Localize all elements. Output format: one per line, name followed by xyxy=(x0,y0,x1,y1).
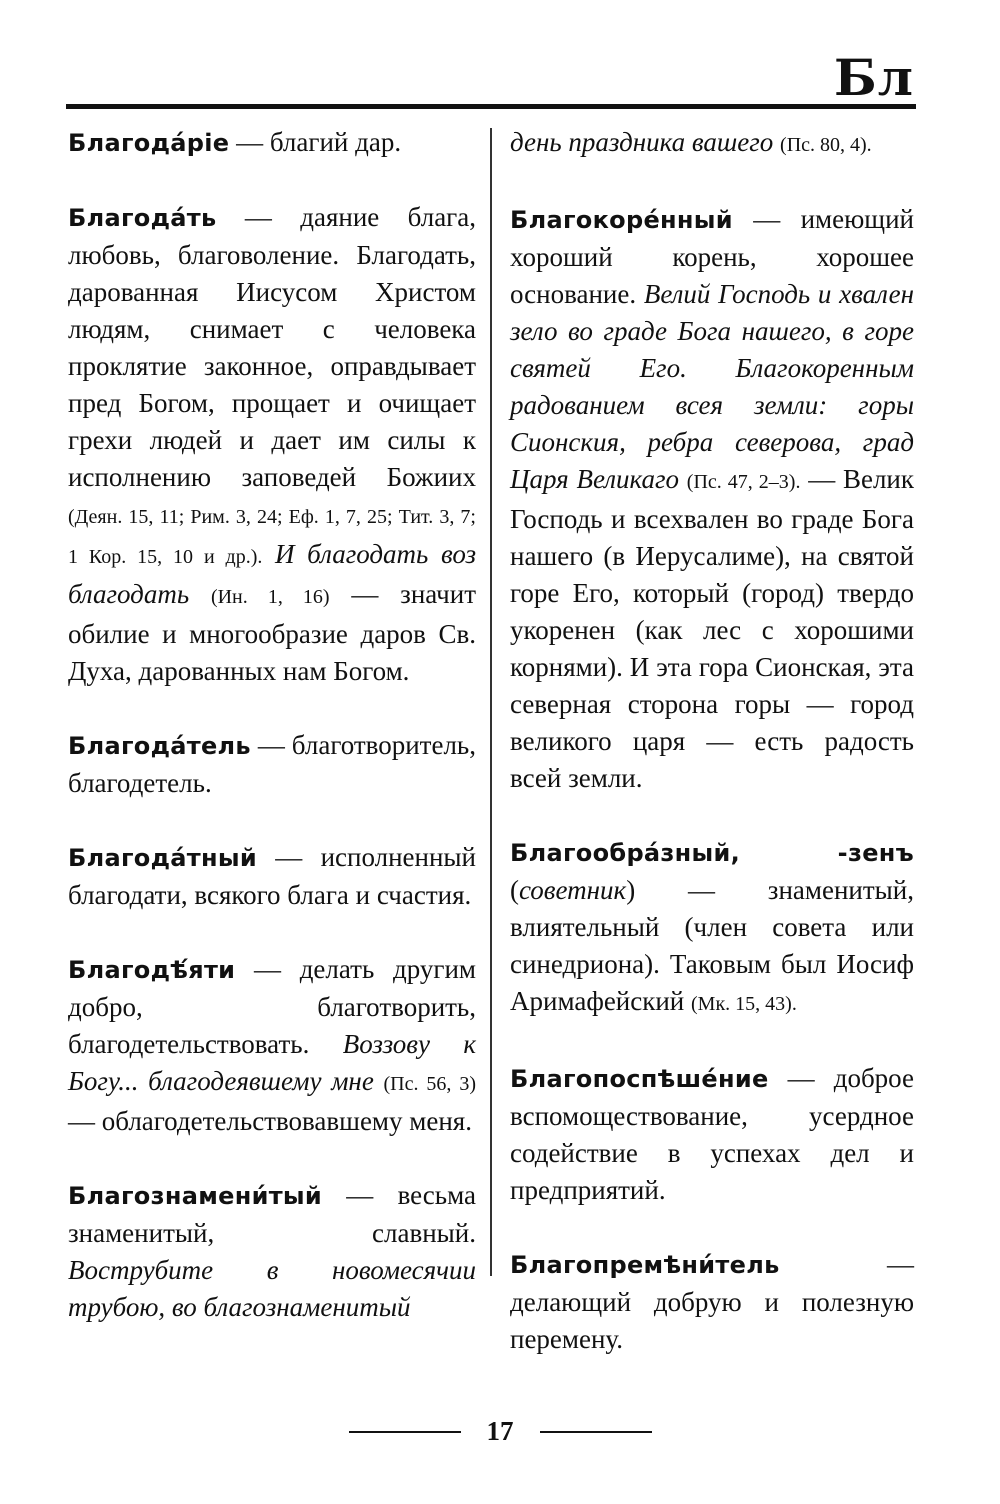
dictionary-entry xyxy=(510,834,914,1023)
dictionary-entry xyxy=(510,1246,914,1358)
dictionary-entry xyxy=(68,727,476,802)
definition-text: — благотворитель, благодетель. xyxy=(68,730,476,798)
definition-text xyxy=(189,579,211,609)
footer-rule-right xyxy=(540,1431,652,1433)
dictionary-entry xyxy=(68,839,476,914)
dictionary-entry xyxy=(68,124,476,162)
scripture-reference: (Пс. 56, 3) xyxy=(383,1073,477,1095)
definition-text: ) — знаменитый, влиятельный (член совета или синедриона). Таковым был Иосиф Аримафейский xyxy=(510,875,914,1016)
definition-text: — Велик Господь и всехвален во граде Бога нашего (в Иерусалиме), на святой горе Его, который (город) твердо укоренен (как лес с хорошими корнями). И эта гора Сионская, эта северная сторона горы — город великого царя — есть радость всей земли. xyxy=(510,464,915,793)
quotation-text: день праздника вашего xyxy=(510,127,774,157)
dictionary-entry xyxy=(510,124,914,164)
dictionary-entry xyxy=(68,199,476,690)
definition-text xyxy=(262,539,275,569)
headword: Благокоре́нный xyxy=(510,206,733,234)
headword: Благода́тный xyxy=(68,844,257,872)
headword: Благода́тель xyxy=(68,732,251,760)
header-rule xyxy=(66,104,916,109)
running-head: Бл xyxy=(834,48,914,107)
quotation-text: советник xyxy=(519,875,627,905)
quotation-text: Велий Господь и хвален зело во граде Бога нашего, в горе святей Его. Благокоренным радованием всея земли: горы Сионския, ребра северова, град Царя Великаго xyxy=(510,279,914,494)
scripture-reference: (Пс. 80, 4). xyxy=(780,134,872,156)
page-number: 17 xyxy=(486,1416,514,1446)
definition-text: — благий дар. xyxy=(229,127,402,157)
definition-text: — доброе вспомоществование, усердное содействие в успехах дел и предприятий. xyxy=(510,1063,914,1205)
definition-text: — имеющий хороший корень, хорошее основание. xyxy=(510,204,914,309)
headword: Благодѣ́яти xyxy=(68,956,236,984)
scripture-reference: (Мк. 15, 43). xyxy=(691,993,797,1015)
scripture-reference: (Ин. 1, 16) xyxy=(210,586,330,608)
headword: Благода́ть xyxy=(68,204,217,232)
column-divider xyxy=(490,128,492,1276)
definition-text: — весьма знаменитый, славный. xyxy=(68,1180,476,1248)
definition-text: — облагодетельствовавшему меня. xyxy=(68,1106,472,1136)
definition-text: — делать другим добро, благотворить, благодетельствовать. xyxy=(68,954,476,1059)
definition-text: — даяние блага, любовь, благоволение. Благодать, дарованная Иисусом Христом людям, снимает с человека проклятие законное, оправдывает пред Богом, прощает и очищает грехи людей и дает им силы к исполнению заповедей Божиих xyxy=(68,202,476,492)
dictionary-entry xyxy=(510,1060,914,1209)
dictionary-entry xyxy=(68,951,476,1140)
dictionary-entry xyxy=(510,201,914,797)
right-column xyxy=(510,124,914,1395)
quotation-text: Воззову к Богу... благодеявшему мне xyxy=(68,1029,476,1096)
definition-text: — значит обилие и многообразие даров Св. Духа, дарованных нам Богом. xyxy=(68,579,477,686)
definition-text xyxy=(679,464,687,494)
definition-text xyxy=(374,1066,384,1096)
headword: Благопремѣни́тель xyxy=(510,1251,780,1279)
definition-text: — исполненный благодати, всякого блага и счастия. xyxy=(68,842,476,910)
headword: Благода́ріе xyxy=(68,129,230,157)
footer-rule-left xyxy=(349,1431,461,1433)
page-footer xyxy=(0,1416,1000,1447)
scripture-reference: (Пс. 47, 2–3). xyxy=(686,471,801,493)
definition-text: — делающий добрую и полезную перемену. xyxy=(510,1249,914,1354)
definition-text: ( xyxy=(510,875,519,905)
headword: Благопоспѣше́ние xyxy=(510,1065,769,1093)
quotation-text: Вострубите в новомесячии трубою, во благознаменитый xyxy=(68,1255,476,1322)
left-column xyxy=(68,124,476,1363)
scripture-reference: (Деян. 15, 11; Рим. 3, 24; Еф. 1, 7, 25; Тит. 3, 7; 1 Кор. 15, 10 и др.). xyxy=(68,506,476,568)
headword: Благообра́зный, -зенъ xyxy=(510,839,914,867)
dictionary-entry xyxy=(68,1177,476,1326)
quotation-text: И благодать воз благодать xyxy=(68,539,476,609)
headword: Благознамени́тый xyxy=(68,1182,323,1210)
